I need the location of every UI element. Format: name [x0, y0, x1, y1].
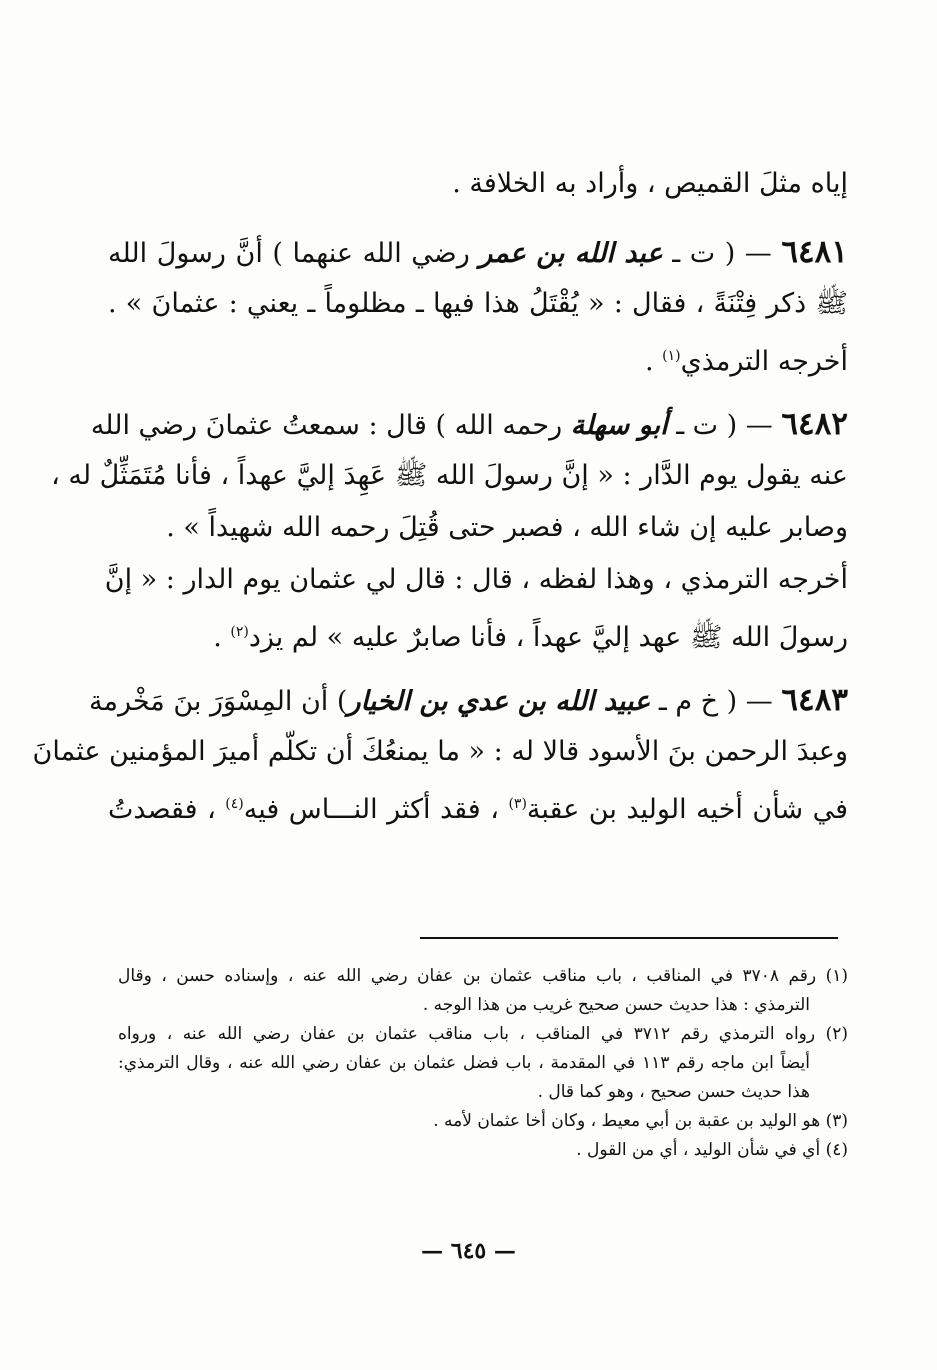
- footnote-ref: (٣): [508, 796, 527, 812]
- footnote-2: (٢) رواه الترمذي رقم ٣٧١٢ في المناقب ، باب مناقب عثمان بن عفان رضي الله عنه ، ورواه: [118, 1024, 849, 1044]
- text-line: [108, 778, 848, 830]
- line-text: أخرجه الترمذي ، وهذا لفظه ، قال : قال لي عثمان يوم الدار : « إنَّ: [104, 564, 848, 595]
- footnote-4: (٤) أي في شأن الوليد ، أي من القول .: [576, 1140, 848, 1160]
- text-line: [51, 450, 848, 502]
- footnote-divider: [420, 937, 838, 939]
- footnote-1: (١) رقم ٣٧٠٨ في المناقب ، باب مناقب عثمان بن عفان رضي الله عنه ، وإسناده حسن ، وقال: [118, 966, 848, 986]
- line-text: رحمه الله ) قال : سمعتُ عثمانَ رضي الله: [90, 410, 563, 441]
- footnote-3: (٣) هو الوليد بن عقبة بن أبي معيط ، وكان أخا عثمان لأمه .: [433, 1111, 848, 1131]
- line-text: في شأن أخيه الوليد بن عقبة: [526, 794, 848, 825]
- text-line: [32, 726, 848, 778]
- line-text: وصابر عليه إن شاء الله ، فصبر حتى قُتِلَ رحمه الله شهيداً » .: [166, 512, 848, 543]
- narrator-name: أبو سهلة: [570, 410, 668, 441]
- hadith-number: ٦٤٨١: [781, 234, 848, 270]
- hadith-number: ٦٤٨٢: [781, 406, 848, 442]
- source-codes: — ( خ م ـ: [658, 686, 773, 717]
- line-text: وعبدَ الرحمن بنَ الأسود قالا له : « ما يمنعُكَ أن تكلّم أميرَ المؤمنين عثمانَ: [32, 736, 848, 767]
- line-text: إياه مثلَ القميص ، وأراد به الخلافة .: [452, 168, 848, 199]
- narrator-name: عبد الله بن عمر: [479, 238, 663, 269]
- text-line: [108, 158, 848, 210]
- source-codes: — ( ت ـ: [676, 410, 773, 441]
- text-line: [108, 502, 848, 554]
- text-line: [108, 278, 848, 330]
- text-line: [104, 554, 848, 606]
- line-text: ) أن المِسْوَرَ بنَ مَخْرمة: [89, 686, 348, 717]
- line-text: ، فقد أكثر النـــاس فيه: [243, 794, 499, 825]
- footnote-ref: (١): [662, 348, 681, 364]
- footnote-1-cont: الترمذي : هذا حديث حسن صحيح غريب من هذا الوجه .: [422, 995, 810, 1015]
- hadith-6481-heading: [108, 226, 848, 278]
- line-text: ، فقصدتُ: [108, 794, 216, 825]
- page-number: — ٦٤٥ —: [421, 1238, 516, 1264]
- hadith-number: ٦٤٨٣: [781, 682, 848, 718]
- line-text: ﷺ ذكر فِتْنَةً ، فقال : « يُقْتَلُ هذا فيها ـ مظلوماً ـ يعني : عثمانَ » .: [108, 288, 848, 319]
- source-codes: — ( ت ـ: [672, 238, 772, 269]
- footnote-ref: (٢): [230, 624, 249, 640]
- main-text: [32, 158, 848, 830]
- line-text: رضي الله عنهما ) أنَّ رسولَ الله: [108, 238, 470, 269]
- line-text: أخرجه الترمذي: [680, 346, 848, 377]
- footnote-ref: (٤): [225, 796, 244, 812]
- line-text: .: [213, 622, 222, 653]
- line-text: .: [644, 346, 654, 377]
- footnotes: [118, 962, 848, 1165]
- text-line: [108, 330, 848, 382]
- footnote-2-cont: أيضاً ابن ماجه رقم ١١٣ في المقدمة ، باب فضل عثمان بن عفان رضي الله عنه ، وقال الترمذي:: [118, 1053, 810, 1073]
- hadith-6482-heading: [90, 398, 848, 450]
- narrator-name: عبيد الله بن عدي بن الخيار: [347, 686, 651, 717]
- footnote-2-cont: هذا حديث حسن صحيح ، وهو كما قال .: [537, 1082, 810, 1102]
- line-text: عنه يقول يوم الدَّار : « إنَّ رسولَ الله ﷺ عَهِدَ إليَّ عهداً ، فأنا مُتَمَثِّلٌ له ،: [51, 460, 848, 491]
- line-text: رسولَ الله ﷺ عهد إليَّ عهداً ، فأنا صابرٌ عليه » لم يزد: [248, 622, 848, 653]
- hadith-6483-heading: [89, 674, 848, 726]
- text-line: [108, 606, 848, 658]
